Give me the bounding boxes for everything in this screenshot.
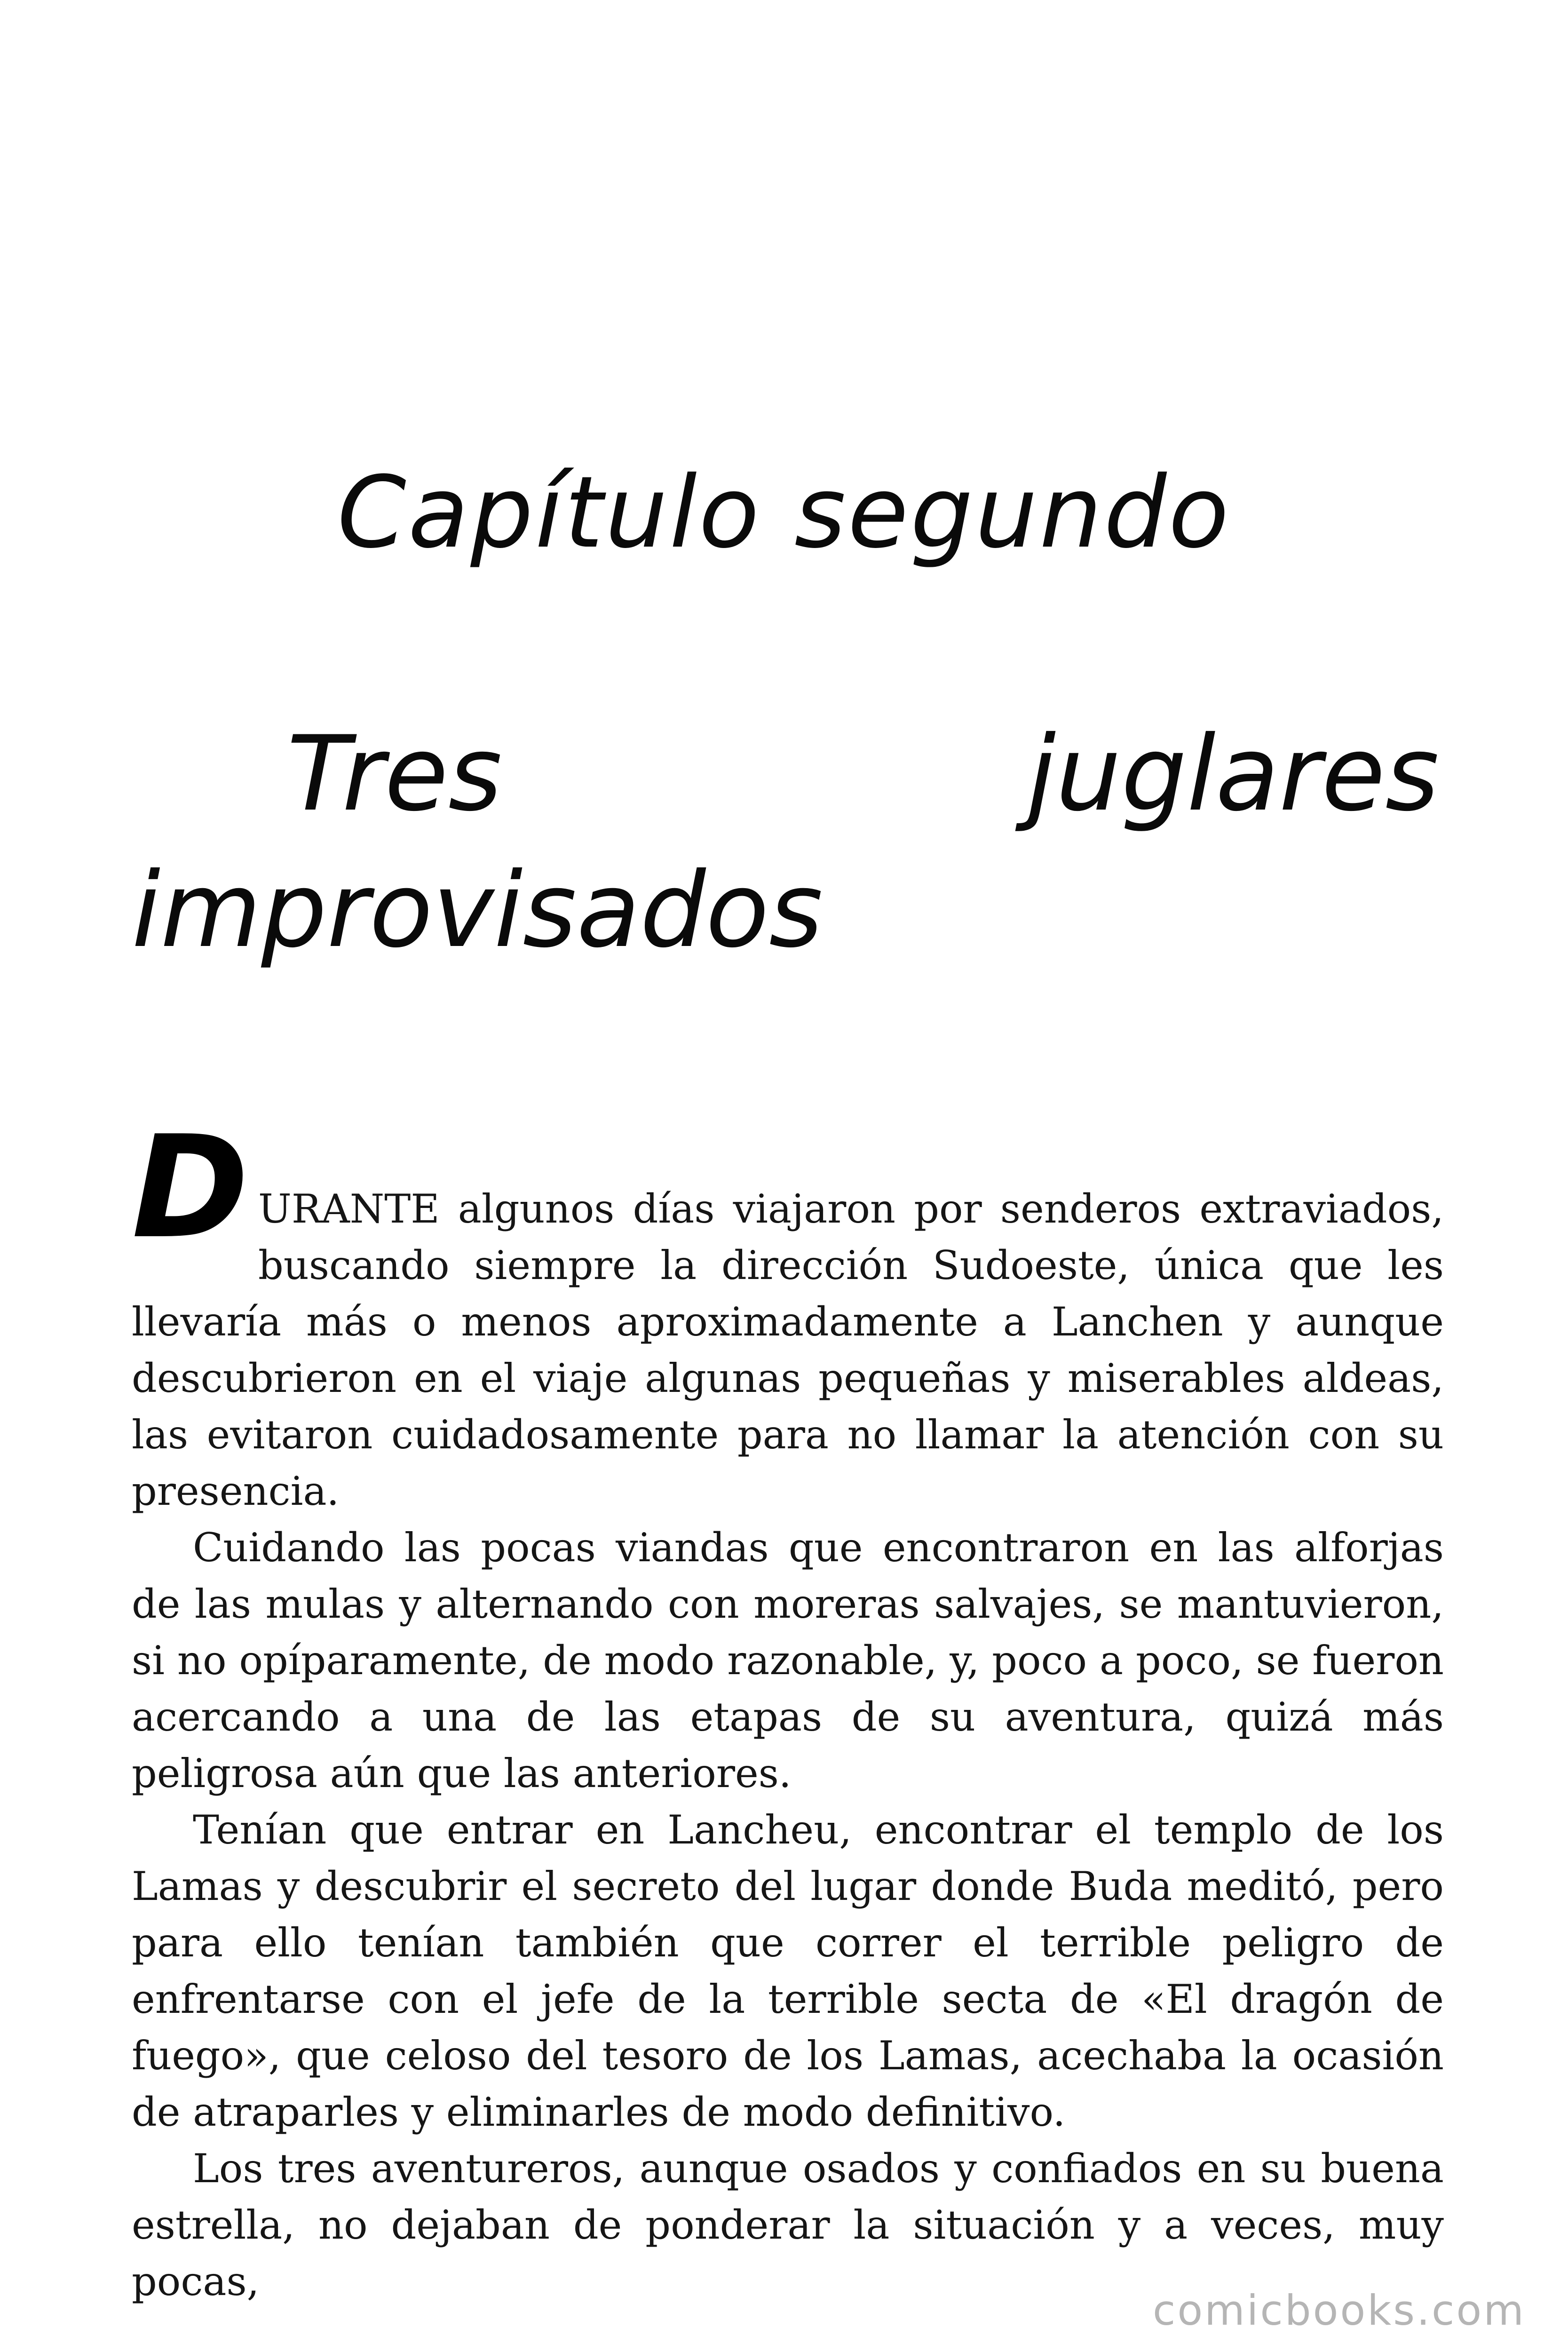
chapter-title-word-juglares: juglares (1027, 714, 1439, 834)
paragraph-4: Los tres aventureros, aunque osados y confiados en su buena estrella, no dejaban de ponderar la situación y a veces, muy pocas, (132, 2145, 1444, 2304)
watermark: comicbooks.com (1152, 2286, 1526, 2335)
chapter-label: Capítulo segundo (337, 455, 1231, 570)
paragraph-1 (132, 1105, 1444, 1519)
paragraph-3: Tenían que entrar en Lancheu, encontrar el templo de los Lamas y descubrir el secreto del lugar donde Buda meditó, pero para ello tenían también que correr el terrible peligro de enfrentarse con el jefe de la terrible secta de «El dragón de fuego», que celoso del tesoro de los Lamas, acechaba la ocasión de atraparles y eliminarles de modo definitivo. (132, 1807, 1444, 2135)
first-word-rest: URANTE (258, 1186, 440, 1232)
chapter-title (132, 706, 1439, 978)
paragraph-1-text: algunos días viajaron por senderos extraviados, buscando siempre la dirección Sudoeste, única que les llevaría más o menos aproximadamente a Lanchen y aunque descubrieron en el viaje algunas pequeñas y miserables aldeas, las evitaron cuidadosamente para no llamar la atención con su presencia. (132, 1186, 1444, 1514)
chapter-title-word-tres: Tres (287, 714, 502, 834)
drop-cap: D (132, 1105, 249, 1270)
chapter-title-line2: improvisados (132, 850, 823, 970)
drop-cap-spacer (132, 1124, 1444, 1181)
body-text (132, 1105, 1444, 2310)
paragraph-2: Cuidando las pocas viandas que encontraron en las alforjas de las mulas y alternando con moreras salvajes, se mantuvieron, si no opíparamente, de modo razonable, y, poco a poco, se fueron acercando a una de las etapas de su aventura, quizá más peligrosa aún que las anteriores. (132, 1525, 1444, 1796)
chapter-title-line1 (132, 706, 1439, 842)
